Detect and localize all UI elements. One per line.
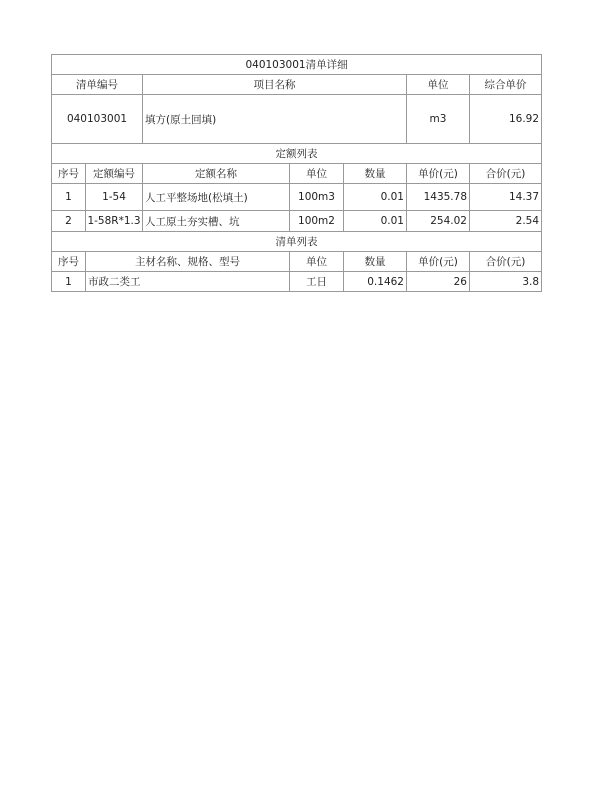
quota-unit-price: 254.02: [407, 211, 470, 232]
quota-qty: 0.01: [344, 211, 407, 232]
quota-code: 1-54: [86, 184, 143, 211]
bill-item-name: 填方(原土回填): [143, 95, 407, 144]
quota-code: 1-58R*1.3: [86, 211, 143, 232]
quota-seq: 1: [52, 184, 86, 211]
quota-header-qty: 数量: [344, 164, 407, 184]
quota-header-name: 定额名称: [143, 164, 290, 184]
quota-total: 2.54: [470, 211, 542, 232]
quota-section-title: 定额列表: [52, 144, 542, 164]
quota-name: 人工原土夯实槽、坑: [143, 211, 290, 232]
header-bill-code: 清单编号: [52, 75, 143, 95]
bill-detail-table: [51, 54, 542, 292]
bill-code: 040103001: [52, 95, 143, 144]
material-seq: 1: [52, 272, 86, 292]
quota-unit: 100m3: [290, 184, 344, 211]
materials-header-seq: 序号: [52, 252, 86, 272]
header-item-name: 项目名称: [143, 75, 407, 95]
material-total: 3.8: [470, 272, 542, 292]
materials-header-name: 主材名称、规格、型号: [86, 252, 290, 272]
quota-header-unit: 单位: [290, 164, 344, 184]
quota-seq: 2: [52, 211, 86, 232]
materials-header-unit: 单位: [290, 252, 344, 272]
header-composite-price: 综合单价: [470, 75, 542, 95]
quota-qty: 0.01: [344, 184, 407, 211]
table-row: [52, 184, 542, 211]
materials-header-unit-price: 单价(元): [407, 252, 470, 272]
quota-header-unit-price: 单价(元): [407, 164, 470, 184]
quota-header-seq: 序号: [52, 164, 86, 184]
materials-header-total: 合价(元): [470, 252, 542, 272]
material-unit-price: 26: [407, 272, 470, 292]
bill-composite-price: 16.92: [470, 95, 542, 144]
materials-header-qty: 数量: [344, 252, 407, 272]
bill-unit: m3: [407, 95, 470, 144]
table-title: 040103001清单详细: [52, 55, 542, 75]
table-row: [52, 272, 542, 292]
material-name: 市政二类工: [86, 272, 290, 292]
quota-header-code: 定额编号: [86, 164, 143, 184]
quota-unit-price: 1435.78: [407, 184, 470, 211]
material-qty: 0.1462: [344, 272, 407, 292]
materials-section-title: 清单列表: [52, 232, 542, 252]
quota-total: 14.37: [470, 184, 542, 211]
table-row: [52, 211, 542, 232]
quota-header-total: 合价(元): [470, 164, 542, 184]
quota-name: 人工平整场地(松填土): [143, 184, 290, 211]
quota-unit: 100m2: [290, 211, 344, 232]
header-unit: 单位: [407, 75, 470, 95]
material-unit: 工日: [290, 272, 344, 292]
